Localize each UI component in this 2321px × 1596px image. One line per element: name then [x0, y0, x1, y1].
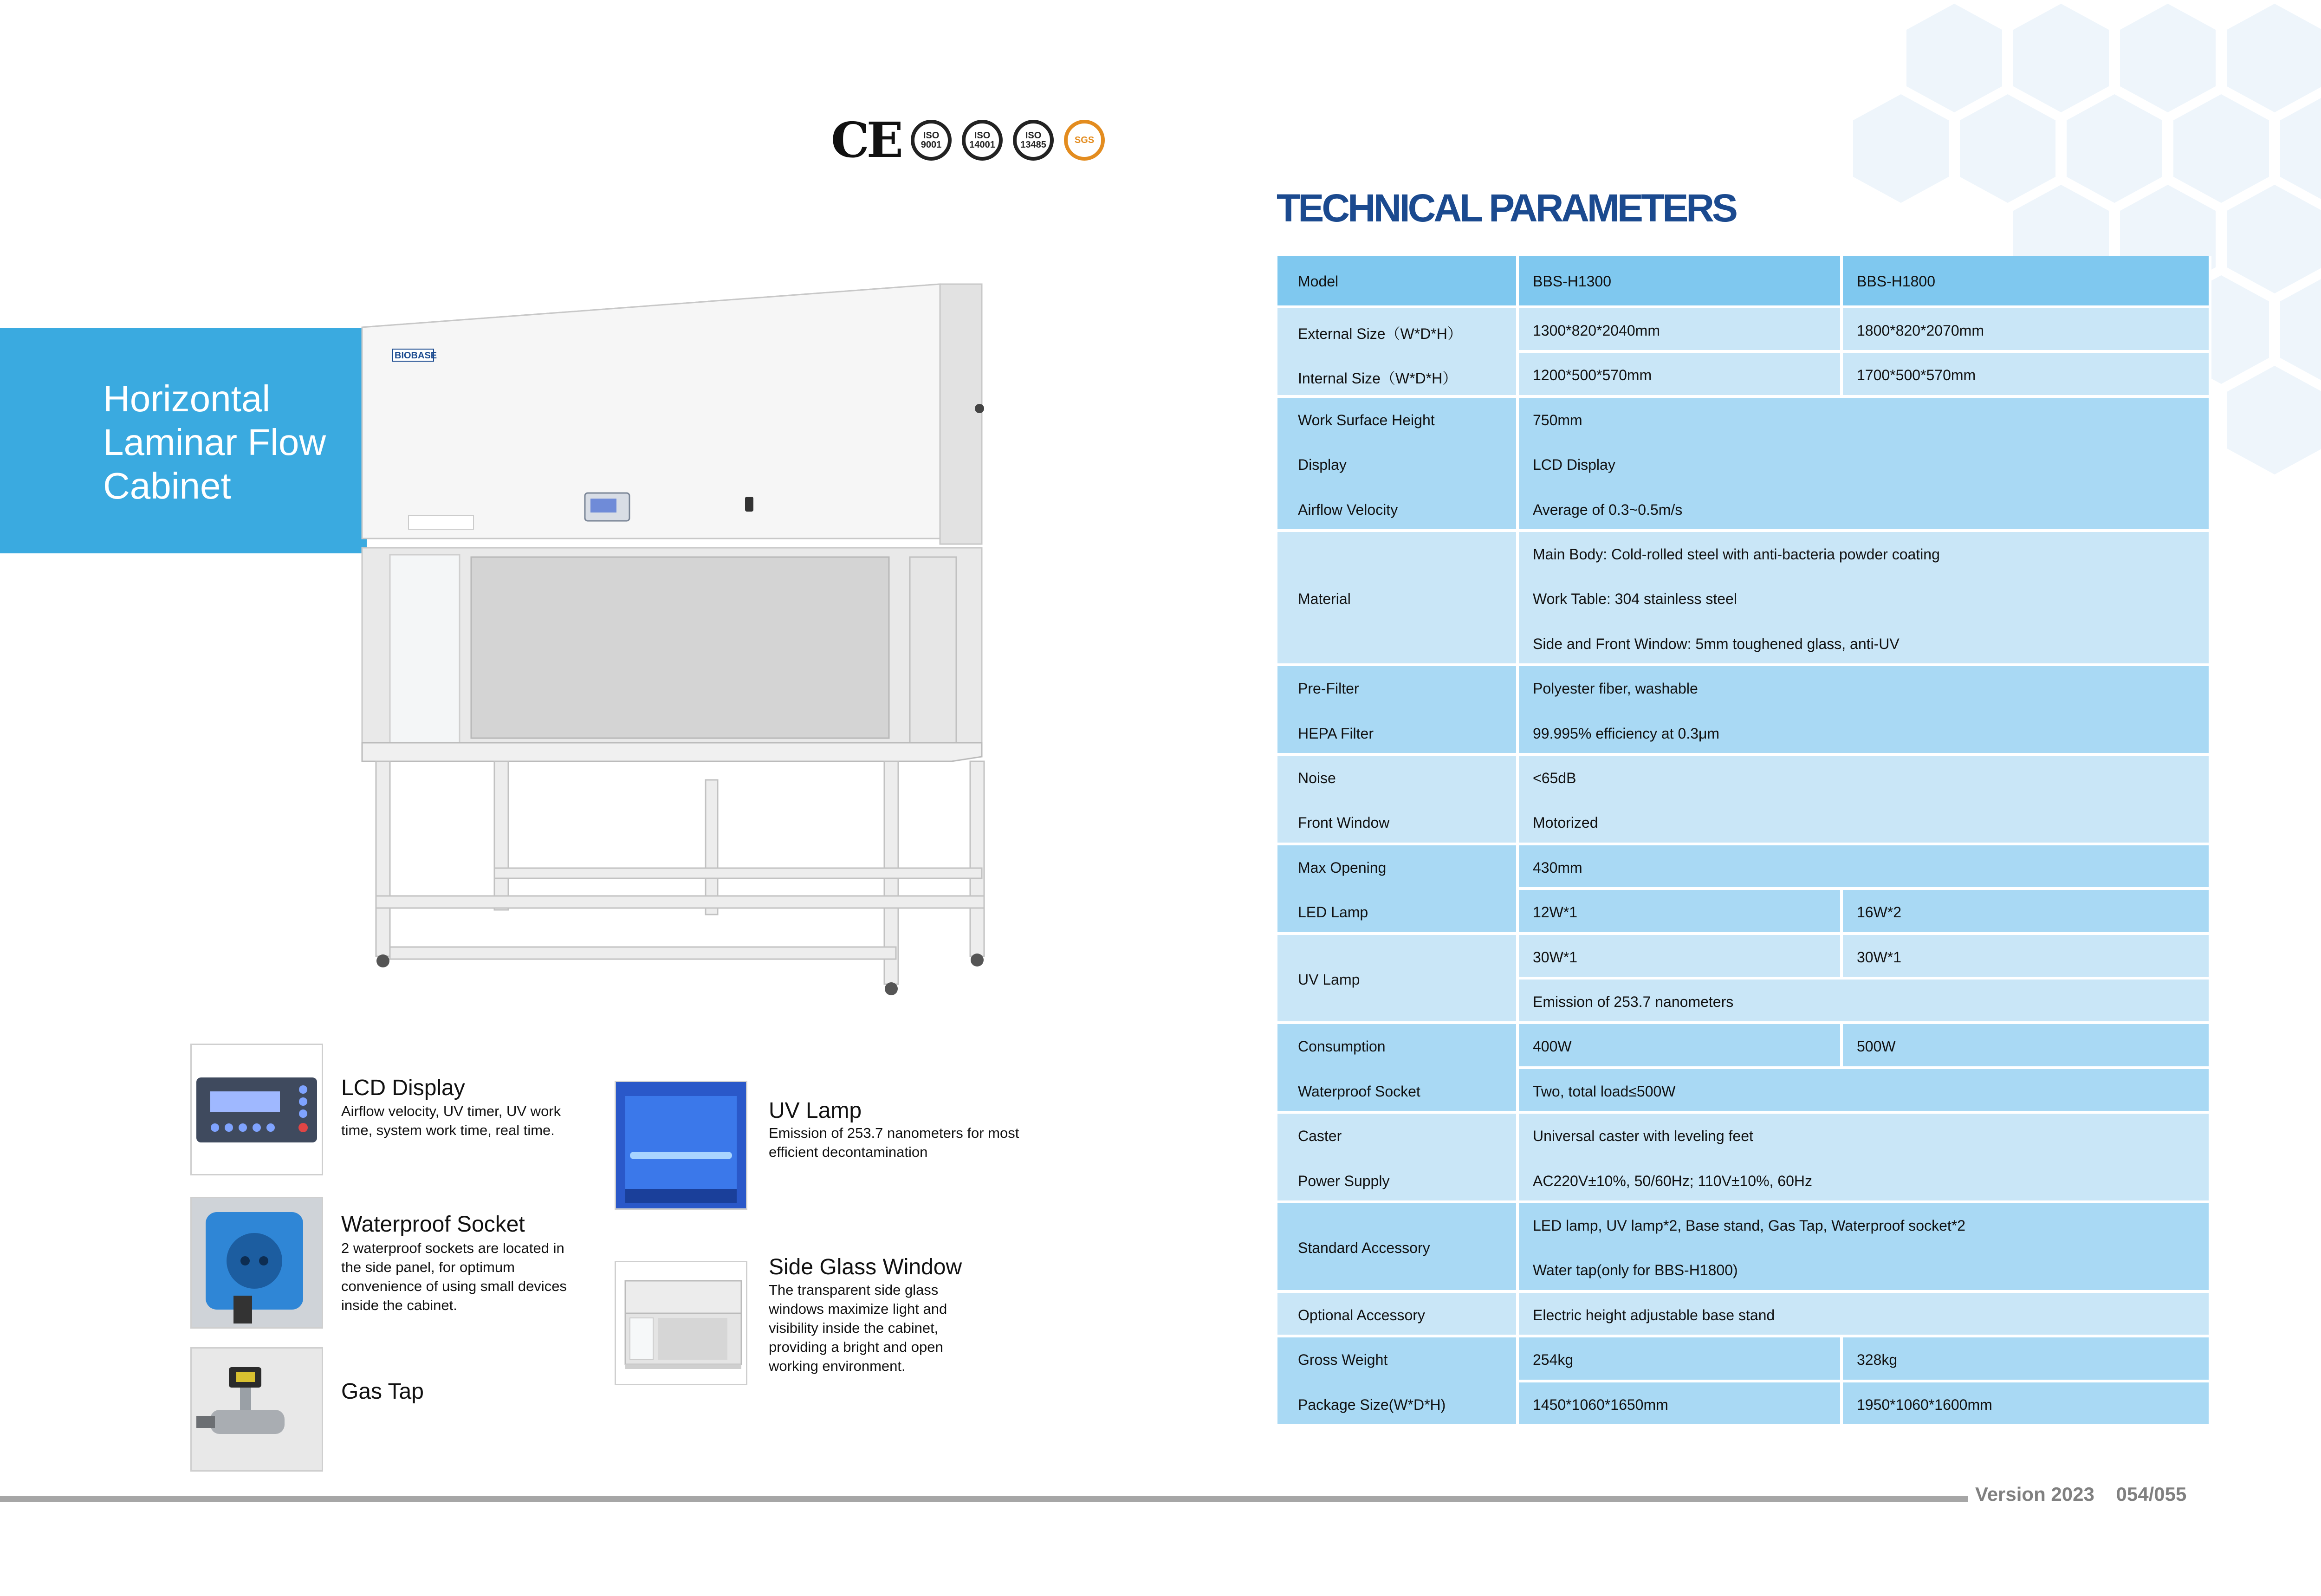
- side-glass-photo: [615, 1261, 747, 1385]
- feature-lcd-desc: Airflow velocity, UV timer, UV work time, system work time, real time.: [341, 1103, 561, 1138]
- param-label-cell: [1277, 1024, 1519, 1114]
- param-label-airflow-velocity: Airflow Velocity: [1298, 501, 1398, 518]
- param-value-cell: [1843, 308, 2211, 353]
- sgs-logo: SGS: [1064, 120, 1105, 161]
- param-value-cell: [1519, 398, 2211, 532]
- param-value-cell: [1519, 1114, 2211, 1203]
- page-number: 054/055: [2116, 1483, 2187, 1505]
- param-label-cell: [1277, 532, 1519, 666]
- param-label-power-supply: Power Supply: [1298, 1172, 1390, 1189]
- param-label-cell: [1277, 1114, 1519, 1203]
- param-value-cell: [1843, 1337, 2211, 1382]
- param-value: Polyester fiber, washable: [1533, 680, 1698, 697]
- param-label-package-size: Package Size(W*D*H): [1298, 1396, 1446, 1413]
- feature-socket-desc: 2 waterproof sockets are located in the side panel, for optimum convenience of using small devices inside the cabinet.: [341, 1240, 567, 1313]
- param-value-cell: [1519, 1069, 2211, 1114]
- param-value: Main Body: Cold-rolled steel with anti-bacteria powder coating: [1533, 546, 1940, 563]
- param-value-cell: [1519, 1337, 1843, 1382]
- param-value: LCD Display: [1533, 456, 1615, 474]
- param-value: Water tap(only for BBS-H1800): [1533, 1262, 1738, 1279]
- param-label-front-window: Front Window: [1298, 814, 1390, 831]
- header-model-2: BBS-H1800: [1857, 273, 1935, 290]
- param-value-cell: [1519, 756, 2211, 845]
- param-value-cell: [1843, 1024, 2211, 1069]
- param-value: 1950*1060*1600mm: [1857, 1396, 1992, 1413]
- param-value: 30W*1: [1533, 948, 1578, 966]
- header-model-label: Model: [1298, 273, 1339, 290]
- param-value-cell: [1519, 308, 1843, 353]
- tech-params-table: [1277, 256, 2211, 1425]
- table-header-model-1: [1519, 256, 1843, 308]
- param-value: Side and Front Window: 5mm toughened glass, anti-UV: [1533, 635, 1900, 652]
- param-value-cell: [1519, 532, 2211, 666]
- param-value-cell: [1519, 935, 1843, 980]
- param-value: Electric height adjustable base stand: [1533, 1306, 1775, 1324]
- param-value: 1800*820*2070mm: [1857, 322, 1984, 339]
- ce-mark-logo: CE: [831, 111, 901, 169]
- param-value: 750mm: [1533, 411, 1582, 428]
- param-value: 1300*820*2040mm: [1533, 322, 1660, 339]
- param-value-cell: [1519, 353, 1843, 397]
- param-value: AC220V±10%, 50/60Hz; 110V±10%, 60Hz: [1533, 1172, 1812, 1189]
- param-value: Emission of 253.7 nanometers: [1533, 993, 1734, 1010]
- certification-logos: [831, 111, 1105, 169]
- param-label-led-lamp: LED Lamp: [1298, 904, 1368, 921]
- param-value-cell: [1519, 666, 2211, 756]
- tech-params-title: TECHNICAL PARAMETERS: [1277, 186, 1736, 230]
- param-label-cell: [1277, 666, 1519, 756]
- footer-rule: [0, 1496, 1968, 1502]
- param-value: 254kg: [1533, 1351, 1574, 1369]
- param-value-cell: [1519, 1024, 1843, 1069]
- param-value: 500W: [1857, 1038, 1896, 1055]
- param-label-pre-filter: Pre-Filter: [1298, 680, 1359, 697]
- header-model-1: BBS-H1300: [1533, 273, 1611, 290]
- iso-13485-logo: ISO 13485: [1013, 120, 1054, 161]
- feature-glass-desc: The transparent side glass windows maximize light and visibility inside the cabinet, providing a bright and open working environment.: [769, 1282, 947, 1374]
- param-value: LED lamp, UV lamp*2, Base stand, Gas Tap, Waterproof socket*2: [1533, 1217, 1965, 1234]
- param-label-internal-size: Internal Size（W*D*H）: [1298, 370, 1458, 387]
- version-label: Version 2023: [1975, 1483, 2094, 1505]
- param-value: Motorized: [1533, 814, 1598, 831]
- param-label-consumption: Consumption: [1298, 1038, 1386, 1055]
- uv-lamp-photo: [615, 1081, 747, 1210]
- param-label-cell: [1277, 1293, 1519, 1337]
- param-value: 1700*500*570mm: [1857, 367, 1976, 384]
- table-header-label: [1277, 256, 1519, 308]
- param-value: 430mm: [1533, 859, 1582, 876]
- iso-9001-logo: ISO 9001: [911, 120, 952, 161]
- param-value-cell: [1519, 890, 1843, 934]
- param-label-cell: [1277, 308, 1519, 398]
- param-value-cell: [1519, 1203, 2211, 1293]
- footer-version: [1975, 1483, 2186, 1505]
- param-label-caster: Caster: [1298, 1128, 1342, 1145]
- param-value: 1200*500*570mm: [1533, 367, 1652, 384]
- param-value: Universal caster with leveling feet: [1533, 1128, 1753, 1145]
- param-value: Work Table: 304 stainless steel: [1533, 590, 1737, 608]
- param-value: 12W*1: [1533, 904, 1578, 921]
- param-label-hepa-filter: HEPA Filter: [1298, 725, 1374, 742]
- param-label-cell: [1277, 935, 1519, 1025]
- param-value: 99.995% efficiency at 0.3μm: [1533, 725, 1720, 742]
- param-label-optional-accessory: Optional Accessory: [1298, 1306, 1425, 1324]
- laminar-flow-cabinet-illustration: [353, 279, 1012, 1021]
- param-value-cell: [1843, 890, 2211, 934]
- param-value-cell: [1843, 1382, 2211, 1427]
- param-value: 1450*1060*1650mm: [1533, 1396, 1668, 1413]
- param-value-cell: [1519, 1293, 2211, 1337]
- feature-glass-title: Side Glass Window: [769, 1255, 962, 1279]
- param-value: Two, total load≤500W: [1533, 1083, 1676, 1100]
- feature-uv-title: UV Lamp: [769, 1098, 862, 1123]
- param-label-cell: [1277, 1203, 1519, 1293]
- param-label-max-opening: Max Opening: [1298, 859, 1387, 876]
- iso-14001-logo: ISO 14001: [962, 120, 1003, 161]
- param-value-cell: [1843, 935, 2211, 980]
- param-label-cell: [1277, 756, 1519, 845]
- param-label-uv-lamp: UV Lamp: [1298, 971, 1360, 988]
- feature-uv-desc: Emission of 253.7 nanometers for most efficient decontamination: [769, 1125, 1019, 1160]
- feature-lcd-title: LCD Display: [341, 1076, 465, 1100]
- param-label-cell: [1277, 1337, 1519, 1427]
- param-value: 30W*1: [1857, 948, 1902, 966]
- param-label-cell: [1277, 398, 1519, 532]
- param-label-standard-accessory: Standard Accessory: [1298, 1239, 1430, 1257]
- socket-photo: [190, 1197, 323, 1329]
- param-value: 400W: [1533, 1038, 1572, 1055]
- param-value: Average of 0.3~0.5m/s: [1533, 501, 1683, 518]
- param-label-material: Material: [1298, 590, 1351, 608]
- feature-socket-title: Waterproof Socket: [341, 1212, 525, 1237]
- param-label-noise: Noise: [1298, 770, 1336, 786]
- param-value: 328kg: [1857, 1351, 1898, 1369]
- brand-logo: BIOBASE: [395, 350, 437, 361]
- param-value-cell: [1519, 980, 2211, 1024]
- table-header-model-2: [1843, 256, 2211, 308]
- param-label-external-size: External Size（W*D*H）: [1298, 325, 1462, 342]
- product-title: Horizontal Laminar Flow Cabinet: [103, 378, 326, 506]
- param-value-cell: [1519, 845, 2211, 890]
- param-label-gross-weight: Gross Weight: [1298, 1351, 1388, 1369]
- param-label-waterproof-socket: Waterproof Socket: [1298, 1083, 1420, 1100]
- param-value: 16W*2: [1857, 904, 1902, 921]
- param-value-cell: [1843, 353, 2211, 397]
- gas-tap-photo: [190, 1347, 323, 1472]
- param-label-display: Display: [1298, 456, 1347, 474]
- param-value: <65dB: [1533, 770, 1576, 786]
- feature-gastap-title: Gas Tap: [341, 1379, 424, 1404]
- lcd-display-photo: [190, 1044, 323, 1175]
- param-label-cell: [1277, 845, 1519, 935]
- param-label-work-surface-height: Work Surface Height: [1298, 411, 1435, 428]
- param-value-cell: [1519, 1382, 1843, 1427]
